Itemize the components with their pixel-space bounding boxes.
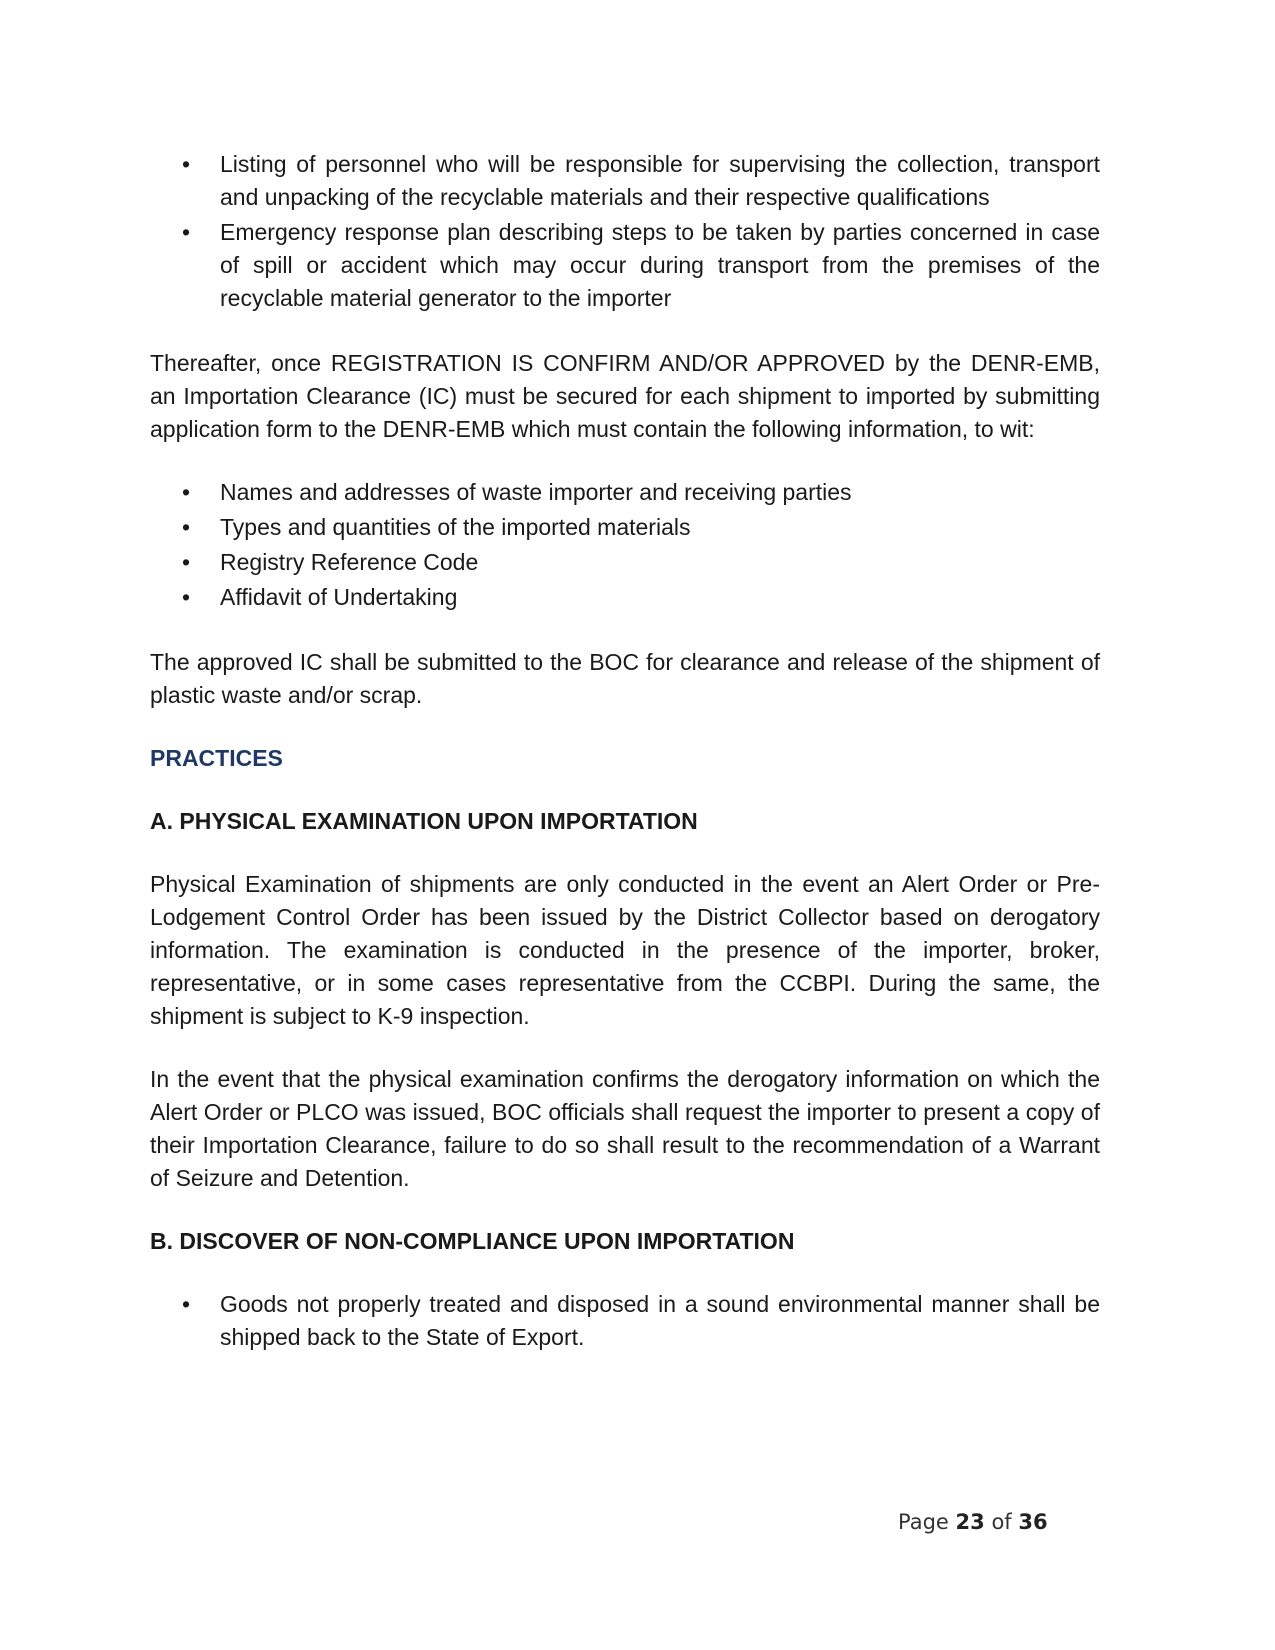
- heading-non-compliance: B. DISCOVER OF NON-COMPLIANCE UPON IMPORTATION: [150, 1228, 795, 1254]
- list-item: [150, 1288, 1100, 1354]
- list-item-text: Types and quantities of the imported materials: [220, 514, 691, 540]
- page-number-footer: [898, 1510, 1048, 1534]
- footer-current-page: 23: [955, 1510, 985, 1534]
- bullet-list-ic-contents: [150, 476, 1100, 614]
- bullet-list-requirements: [150, 148, 1100, 315]
- footer-of-word: of: [991, 1510, 1012, 1534]
- bullet-icon: •: [182, 514, 191, 540]
- footer-page-word: Page: [898, 1510, 949, 1534]
- bullet-icon: •: [182, 479, 191, 505]
- bullet-icon: •: [182, 1291, 191, 1317]
- paragraph-physical-examination: Physical Examination of shipments are only conducted in the event an Alert Order or Pre-Lodgement Control Order has been issued by the District Collector based on derogatory information. The examination is conducted in the presence of the importer, broker, representative, or in some cases representative from the CCBPI. During the same, the shipment is subject to K-9 inspection.: [150, 871, 1100, 1029]
- list-item-text: Registry Reference Code: [220, 549, 479, 575]
- footer-total-pages: 36: [1018, 1510, 1048, 1534]
- list-item: [150, 581, 1100, 614]
- list-item: [150, 546, 1100, 579]
- list-item: [150, 511, 1100, 544]
- list-item: [150, 476, 1100, 509]
- heading-physical-examination: A. PHYSICAL EXAMINATION UPON IMPORTATION: [150, 808, 698, 834]
- list-item-text: Affidavit of Undertaking: [220, 584, 458, 610]
- list-item-text: Goods not properly treated and disposed in a sound environmental manner shall be shipped back to the State of Export.: [220, 1291, 1100, 1350]
- section-heading-practices: PRACTICES: [150, 745, 283, 771]
- list-item: [150, 148, 1100, 214]
- bullet-icon: •: [182, 151, 191, 177]
- paragraph-approved-ic: The approved IC shall be submitted to the BOC for clearance and release of the shipment of plastic waste and/or scrap.: [150, 649, 1100, 708]
- page-content: [150, 148, 1100, 1356]
- bullet-icon: •: [182, 219, 191, 245]
- paragraph-thereafter: Thereafter, once REGISTRATION IS CONFIRM AND/OR APPROVED by the DENR-EMB, an Importation Clearance (IC) must be secured for each shipment to imported by submitting application form to the DENR-EMB which must contain the following information, to wit:: [150, 350, 1100, 442]
- list-item-text: Emergency response plan describing steps to be taken by parties concerned in case of spill or accident which may occur during transport from the premises of the recyclable material generator to the importer: [220, 219, 1100, 311]
- list-item: [150, 216, 1100, 315]
- bullet-icon: •: [182, 549, 191, 575]
- bullet-list-non-compliance: [150, 1288, 1100, 1354]
- paragraph-derogatory-event: In the event that the physical examination confirms the derogatory information on which the Alert Order or PLCO was issued, BOC officials shall request the importer to present a copy of their Importation Clearance, failure to do so shall result to the recommendation of a Warrant of Seizure and Detention.: [150, 1066, 1100, 1191]
- list-item-text: Listing of personnel who will be responsible for supervising the collection, transport and unpacking of the recyclable materials and their respective qualifications: [220, 151, 1100, 210]
- bullet-icon: •: [182, 584, 191, 610]
- list-item-text: Names and addresses of waste importer and receiving parties: [220, 479, 852, 505]
